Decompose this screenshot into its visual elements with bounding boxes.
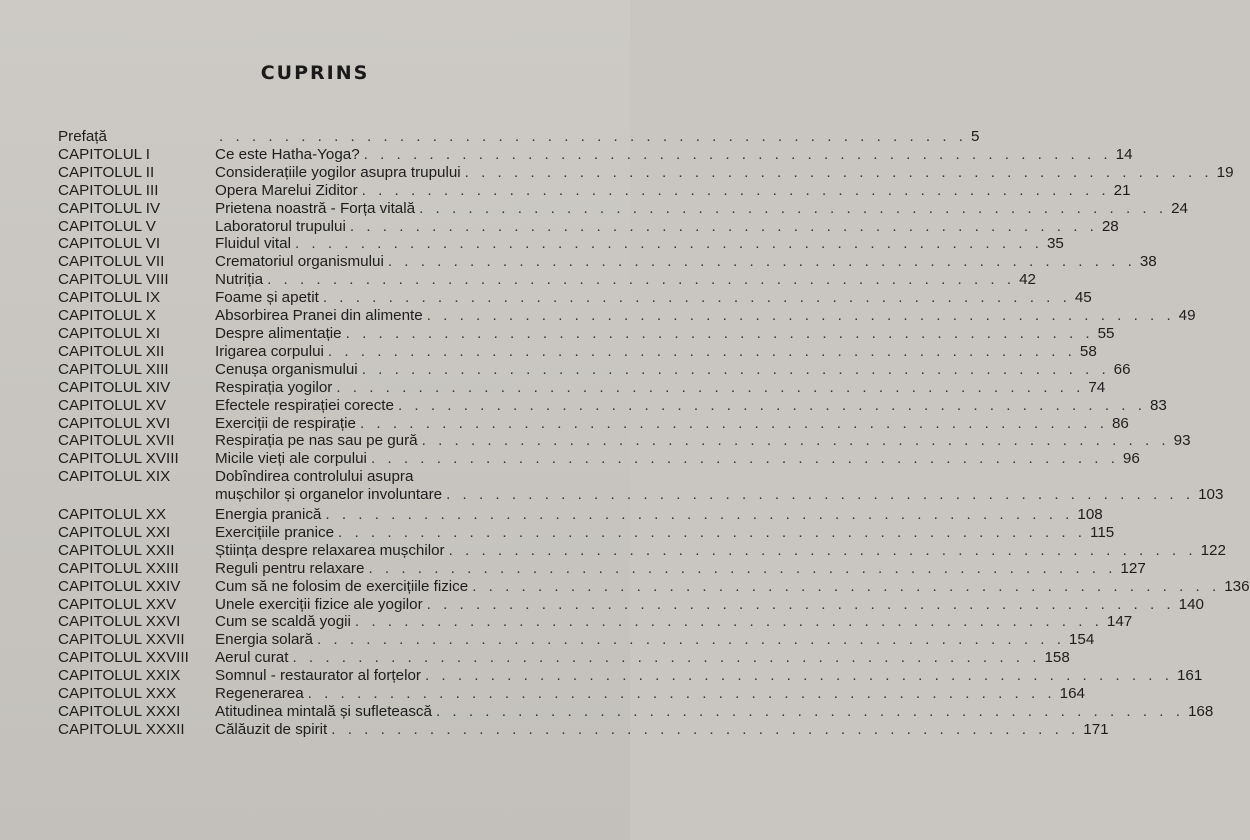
chapter-label: CAPITOLUL XXII xyxy=(58,541,175,559)
chapter-title: Irigarea corpului xyxy=(215,342,324,360)
chapter-label: CAPITOLUL IX xyxy=(58,289,161,307)
chapter-label: CAPITOLUL XXXII xyxy=(58,720,185,738)
dot-leader: . . . . . . . . . . . . . . . . . . . . . . . . . . . . . . . . . . . . . . . . . . . . . . xyxy=(387,253,1136,271)
toc-entry xyxy=(58,613,1133,631)
toc-entry xyxy=(58,181,1131,200)
page-number: 136 xyxy=(1224,577,1250,595)
dot-leader: . . . . . . . . . . . . . . . . . . . . . . . . . . . . . . . . . . . . . . . . . . . . . . xyxy=(325,506,1074,524)
dot-leader: . . . . . . . . . . . . . . . . . . . . . . . . . . . . . . . . . . . . . . . . . . . . . . xyxy=(349,217,1098,235)
chapter-title: Regenerarea xyxy=(215,685,304,703)
toc-entry xyxy=(58,217,1119,236)
chapter-label: CAPITOLUL III xyxy=(58,181,159,199)
chapter-label: CAPITOLUL XXIII xyxy=(58,559,179,577)
chapter-title: Nutriția xyxy=(215,271,264,289)
dot-leader: . . . . . . . . . . . . . . . . . . . . . . . . . . . . . . . . . . . . . . . . . . . . . . xyxy=(464,163,1213,181)
page-number: 74 xyxy=(1088,378,1106,396)
page-number: 154 xyxy=(1068,631,1095,649)
chapter-label: CAPITOLUL XII xyxy=(58,342,165,360)
chapter-label: CAPITOLUL XXIV xyxy=(58,577,181,595)
toc-entry xyxy=(58,720,1109,739)
dot-leader: . . . . . . . . . . . . . . . . . . . . . . . . . . . . . . . . . . . . . . . . . . . . . . xyxy=(331,720,1080,738)
dot-leader: . . . . . . . . . . . . . . . . . . . . . . . . . . . . . . . . . . . . . . . . . . . . . . xyxy=(322,289,1071,307)
toc-entry xyxy=(58,360,1131,379)
page-number: 35 xyxy=(1046,235,1064,253)
toc-entry xyxy=(58,559,1146,578)
chapter-label: CAPITOLUL XXVI xyxy=(58,613,181,631)
page-number: 158 xyxy=(1044,649,1070,667)
page-number: 21 xyxy=(1113,181,1131,199)
dot-leader: . . . . . . . . . . . . . . . . . . . . . . . . . . . . . . . . . . . . . . . . . . . . . . xyxy=(338,523,1087,541)
page-number: 108 xyxy=(1077,506,1103,524)
toc-entry xyxy=(58,163,1234,182)
chapter-label: CAPITOLUL XX xyxy=(58,506,167,524)
toc-entry xyxy=(58,289,1092,307)
chapter-title: mușchilor și organelor involuntare xyxy=(215,486,443,504)
chapter-label: CAPITOLUL X xyxy=(58,307,156,325)
dot-leader: . . . . . . . . . . . . . . . . . . . . . . . . . . . . . . . . . . . . . . . . . . . . . . xyxy=(361,360,1110,378)
toc-entry xyxy=(58,506,1103,524)
chapter-label: CAPITOLUL II xyxy=(58,163,155,181)
chapter-title: Respirația pe nas sau pe gură xyxy=(215,432,418,450)
page-number: 140 xyxy=(1178,595,1204,613)
page-number: 49 xyxy=(1178,307,1196,325)
chapter-title: Reguli pentru relaxare xyxy=(215,559,365,577)
chapter-label: CAPITOLUL XXVII xyxy=(58,631,185,649)
chapter-title: Unele exerciții fizice ale yogilor xyxy=(215,595,423,613)
toc-entry xyxy=(58,324,1115,343)
dot-leader: . . . . . . . . . . . . . . . . . . . . . . . . . . . . . . . . . . . . . . . . . . . . . . xyxy=(307,685,1056,703)
dot-leader: . . . . . . . . . . . . . . . . . . . . . . . . . . . . . . . . . . . . . . . . . . . . . . xyxy=(419,199,1168,217)
toc-entry xyxy=(58,577,1250,596)
page-number: 19 xyxy=(1216,163,1234,181)
toc-entry xyxy=(58,450,1140,468)
toc-entry xyxy=(58,631,1095,649)
chapter-title: Exerciții de respirație xyxy=(215,414,356,432)
toc-entry xyxy=(58,523,1115,542)
page-number: 115 xyxy=(1090,523,1115,541)
toc-entry xyxy=(58,685,1085,703)
toc-entry xyxy=(58,342,1097,361)
dot-leader: . . . . . . . . . . . . . . . . . . . . . . . . . . . . . . . . . . . . . . . . . . . . . . xyxy=(426,307,1175,325)
dot-leader: . . . . . . . . . . . . . . . . . . . . . . . . . . . . . . . . . . . . . . . . . . . . . . xyxy=(472,577,1221,595)
page-number: 45 xyxy=(1074,289,1092,307)
toc-entry xyxy=(58,253,1157,271)
dot-leader: . . . . . . . . . . . . . . . . . . . . . . . . . . . . . . . . . . . . . . . . . . . . . . xyxy=(361,181,1110,199)
toc-entry xyxy=(58,145,1133,164)
chapter-label: CAPITOLUL XVIII xyxy=(58,450,179,468)
dot-leader: . . . . . . . . . . . . . . . . . . . . . . . . . . . . . . . . . . . . . . . . . . . . . . xyxy=(424,667,1173,685)
chapter-title: Aerul curat xyxy=(215,649,289,667)
dot-leader: . . . . . . . . . . . . . . . . . . . . . . . . . . . . . . . . . . . . . . . . . . . . . . xyxy=(359,414,1108,432)
page-number: 83 xyxy=(1149,396,1167,414)
dot-leader: . . . . . . . . . . . . . . . . . . . . . . . . . . . . . . . . . . . . . . . . . . . . . . xyxy=(327,342,1076,360)
chapter-title: Crematoriul organismului xyxy=(215,253,384,271)
chapter-title: Energia pranică xyxy=(215,506,322,524)
page-number: 58 xyxy=(1079,342,1097,360)
dot-leader: . . . . . . . . . . . . . . . . . . . . . . . . . . . . . . . . . . . . . . . . . . . . . . xyxy=(363,145,1112,163)
page-number: 164 xyxy=(1059,685,1085,703)
dot-leader: . . . . . . . . . . . . . . . . . . . . . . . . . . . . . . . . . . . . . . . . . . . . . . xyxy=(294,235,1043,253)
page-number: 66 xyxy=(1113,360,1131,378)
chapter-label: CAPITOLUL XIV xyxy=(58,378,171,396)
toc-entry xyxy=(58,595,1204,614)
toc-entry xyxy=(58,649,1070,667)
toc-entry xyxy=(58,128,980,146)
chapter-title: Micile vieți ale corpului xyxy=(215,450,367,468)
dot-leader: . . . . . . . . . . . . . . . . . . . . . . . . . . . . . . . . . . . . . . . . . . . . . . xyxy=(267,271,1016,289)
chapter-title: Laboratorul trupului xyxy=(215,217,346,235)
toc-entry xyxy=(58,468,1224,504)
chapter-title: Somnul - restaurator al forțelor xyxy=(215,667,421,685)
page-title: CUPRINS xyxy=(260,62,370,84)
toc-entry xyxy=(58,667,1203,685)
chapter-title: Considerațiile yogilor asupra trupului xyxy=(215,163,461,181)
chapter-title: Călăuzit de spirit xyxy=(215,720,328,738)
chapter-title: Respirația yogilor xyxy=(215,378,333,396)
chapter-title: Exercițiile pranice xyxy=(215,523,335,541)
dot-leader: . . . . . . . . . . . . . . . . . . . . . . . . . . . . . . . . . . . . . . . . . . . . . . xyxy=(446,486,1195,504)
chapter-title: Energia solară xyxy=(215,631,313,649)
chapter-title: Cenușa organismului xyxy=(215,360,358,378)
chapter-title: Ce este Hatha-Yoga? xyxy=(215,145,360,163)
page-number: 127 xyxy=(1120,559,1146,577)
chapter-label: CAPITOLUL XXIX xyxy=(58,667,181,685)
dot-leader: . . . . . . . . . . . . . . . . . . . . . . . . . . . . . . . . . . . . . . . . . . . . . . xyxy=(421,432,1170,450)
toc-entry xyxy=(58,414,1129,433)
chapter-label: CAPITOLUL XIX xyxy=(58,468,171,486)
dot-leader: . . . . . . . . . . . . . . . . . . . . . . . . . . . . . . . . . . . . . . . . . . . . . . xyxy=(345,324,1094,342)
dot-leader: . . . . . . . . . . . . . . . . . . . . . . . . . . . . . . . . . . . . . . . . . . . . . . xyxy=(336,378,1085,396)
dot-leader: . . . . . . . . . . . . . . . . . . . . . . . . . . . . . . . . . . . . . . . . . . . . . . xyxy=(426,595,1175,613)
toc-entry xyxy=(58,703,1214,721)
chapter-title: Despre alimentație xyxy=(215,324,342,342)
page-number: 103 xyxy=(1198,486,1224,504)
chapter-label: CAPITOLUL VIII xyxy=(58,271,169,289)
page-number: 38 xyxy=(1139,253,1157,271)
chapter-title: Efectele respirației corecte xyxy=(215,396,394,414)
table-of-contents xyxy=(58,128,1250,739)
chapter-title: Știința despre relaxarea mușchilor xyxy=(215,541,445,559)
page-number: 96 xyxy=(1122,450,1140,468)
chapter-label: CAPITOLUL XVII xyxy=(58,432,175,450)
chapter-label: CAPITOLUL XXVIII xyxy=(58,649,189,667)
toc-entry xyxy=(58,235,1064,253)
page-number: 161 xyxy=(1176,667,1203,685)
chapter-title: Prietena noastră - Forța vitală xyxy=(215,199,416,217)
page-number: 55 xyxy=(1097,324,1115,342)
page-number: 168 xyxy=(1187,703,1214,720)
chapter-label: CAPITOLUL V xyxy=(58,217,156,235)
dot-leader: . . . . . . . . . . . . . . . . . . . . . . . . . . . . . . . . . . . . . . . . . . . . . . xyxy=(368,559,1117,577)
toc-entry xyxy=(58,541,1226,560)
page-number: 122 xyxy=(1200,541,1226,559)
toc-entry xyxy=(58,396,1167,415)
page-number: 14 xyxy=(1115,145,1133,163)
chapter-title: Atitudinea mintală și sufletească xyxy=(215,703,432,720)
chapter-label: Prefață xyxy=(58,128,107,145)
toc-entry xyxy=(58,199,1188,218)
chapter-title: Fluidul vital xyxy=(215,235,291,253)
dot-leader: . . . . . . . . . . . . . . . . . . . . . . . . . . . . . . . . . . . . . . . . . . . . . . xyxy=(354,613,1103,631)
toc-entry xyxy=(58,271,1036,289)
toc-entry xyxy=(58,307,1196,325)
page-number: 28 xyxy=(1101,217,1119,235)
page-number: 147 xyxy=(1106,613,1133,631)
page-number: 5 xyxy=(970,128,980,145)
toc-entry xyxy=(58,378,1106,397)
chapter-label: CAPITOLUL XIII xyxy=(58,360,169,378)
chapter-title: Cum să ne folosim de exercițiile fizice xyxy=(215,577,469,595)
chapter-label: CAPITOLUL XVI xyxy=(58,414,171,432)
page-number: 86 xyxy=(1111,414,1129,432)
page-number: 171 xyxy=(1083,720,1109,738)
dot-leader: . . . . . . . . . . . . . . . . . . . . . . . . . . . . . . . . . . . . . . . . . . . . . . xyxy=(219,128,967,145)
chapter-label: CAPITOLUL XXXI xyxy=(58,703,181,720)
chapter-label: CAPITOLUL XXI xyxy=(58,523,171,541)
chapter-label: CAPITOLUL IV xyxy=(58,199,161,217)
chapter-label: CAPITOLUL XV xyxy=(58,396,167,414)
dot-leader: . . . . . . . . . . . . . . . . . . . . . . . . . . . . . . . . . . . . . . . . . . . . . . xyxy=(292,649,1041,667)
toc-entry xyxy=(58,432,1191,450)
chapter-label: CAPITOLUL XXX xyxy=(58,685,177,703)
chapter-title: Foame și apetit xyxy=(215,289,319,307)
chapter-label: CAPITOLUL I xyxy=(58,145,150,163)
chapter-title: Absorbirea Pranei din alimente xyxy=(215,307,423,325)
dot-leader: . . . . . . . . . . . . . . . . . . . . . . . . . . . . . . . . . . . . . . . . . . . . . . xyxy=(435,703,1184,720)
dot-leader: . . . . . . . . . . . . . . . . . . . . . . . . . . . . . . . . . . . . . . . . . . . . . . xyxy=(370,450,1119,468)
chapter-label: CAPITOLUL VII xyxy=(58,253,165,271)
page-number: 24 xyxy=(1171,199,1188,217)
chapter-label: CAPITOLUL XXV xyxy=(58,595,177,613)
chapter-title: Opera Marelui Ziditor xyxy=(215,181,358,199)
dot-leader: . . . . . . . . . . . . . . . . . . . . . . . . . . . . . . . . . . . . . . . . . . . . . . xyxy=(316,631,1065,649)
page-number: 42 xyxy=(1019,271,1036,289)
chapter-label: CAPITOLUL VI xyxy=(58,235,161,253)
chapter-label: CAPITOLUL XI xyxy=(58,324,161,342)
chapter-title: Cum se scaldă yogii xyxy=(215,613,351,631)
page-number: 93 xyxy=(1173,432,1191,450)
dot-leader: . . . . . . . . . . . . . . . . . . . . . . . . . . . . . . . . . . . . . . . . . . . . . . xyxy=(397,396,1146,414)
dot-leader: . . . . . . . . . . . . . . . . . . . . . . . . . . . . . . . . . . . . . . . . . . . . . . xyxy=(448,541,1197,559)
chapter-title-line1: Dobîndirea controlului asupra xyxy=(215,468,414,486)
